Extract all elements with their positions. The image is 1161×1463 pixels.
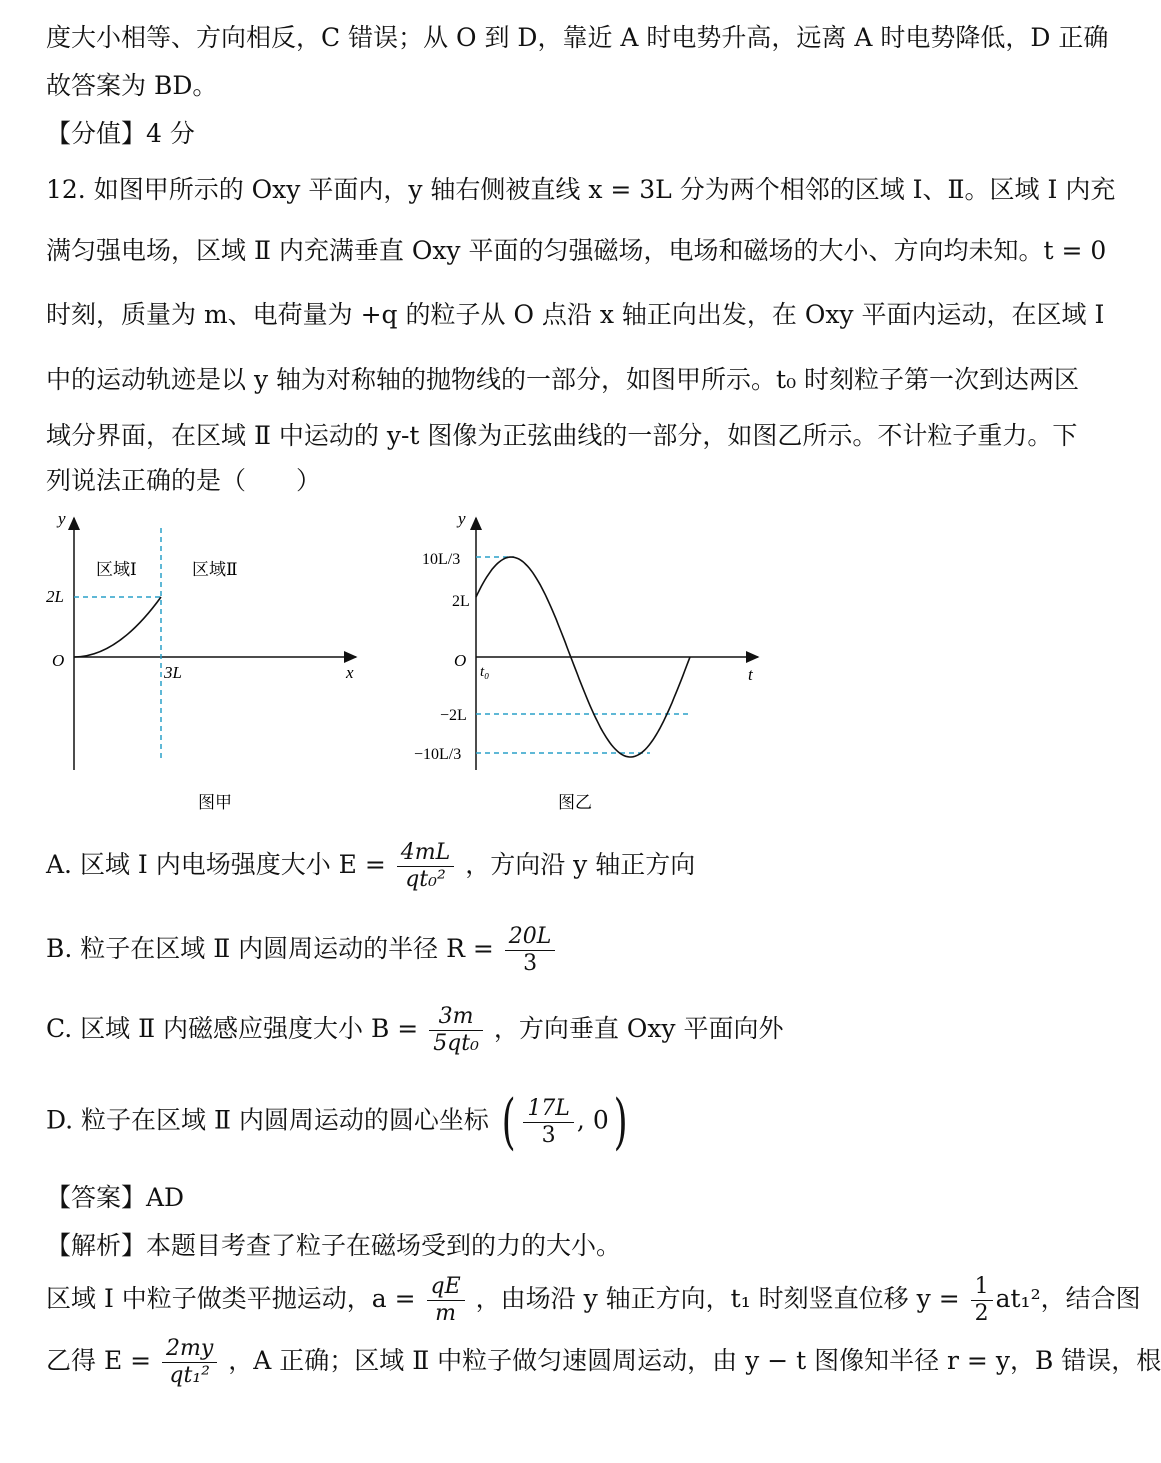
- t-label: t: [748, 665, 753, 684]
- ytick-2L: 2L: [452, 593, 470, 610]
- x-label: x: [346, 663, 354, 682]
- option-b: [46, 924, 558, 977]
- option-c-tail: ，方向垂直 Oxy 平面向外: [493, 1014, 784, 1043]
- text-line: 度大小相等、方向相反，C 错误；从 O 到 D，靠近 A 时电势升高，远离 A 时电势降低，D 正确: [46, 23, 1109, 52]
- fraction: $\frac{17L}{3}$: [523, 1096, 574, 1149]
- option-a-text: A. 区域 Ⅰ 内电场强度大小 E =: [46, 850, 386, 879]
- parabola-trajectory: [74, 597, 161, 657]
- option-b-text: B. 粒子在区域 Ⅱ 内圆周运动的半径 R =: [46, 934, 494, 963]
- text-line: 故答案为 BD。: [46, 71, 218, 100]
- y-label: y: [58, 509, 66, 528]
- fraction: $\frac{1}{2}$: [971, 1274, 993, 1327]
- ytick-bottom: −10L/3: [414, 746, 462, 763]
- figure-yi: [400, 500, 780, 820]
- region2-label: 区域Ⅱ: [192, 560, 238, 579]
- option-d: D. 粒子在区域 Ⅱ 内圆周运动的圆心坐标 ( $\frac{17L}{3}$ , 0): [46, 1087, 628, 1157]
- fraction: $\frac{qE}{m}$: [427, 1274, 465, 1327]
- fraction: $\frac{2my}{\text{qt₁²}}$: [162, 1336, 217, 1389]
- caption-yi: 图乙: [558, 793, 592, 812]
- analysis-title: 【解析】本题目考查了粒子在磁场受到的力的大小。: [46, 1231, 622, 1260]
- question-line: 12. 如图甲所示的 Oxy 平面内，y 轴右侧被直线 x = 3L 分为两个相邻的区域 Ⅰ、Ⅱ。区域 Ⅰ 内充: [46, 175, 1116, 204]
- score-label: 【分值】4 分: [46, 119, 195, 148]
- ytick-2L: 2L: [46, 587, 64, 606]
- question-line: 满匀强电场，区域 Ⅱ 内充满垂直 Oxy 平面的匀强磁场，电场和磁场的大小、方向均未知。t = 0: [46, 236, 1107, 265]
- y-label: y: [458, 509, 466, 528]
- ytick-m2L: −2L: [440, 707, 467, 724]
- fraction: $\frac{4mL}{\text{qt₀²}}$: [397, 840, 454, 893]
- t0-label: t₀: [480, 664, 490, 680]
- question-line: 域分界面，在区域 Ⅱ 中运动的 y-t 图像为正弦曲线的一部分，如图乙所示。不计粒子重力。下: [46, 421, 1078, 450]
- question-line: 列说法正确的是（ ）: [46, 466, 322, 495]
- option-a: [46, 840, 695, 893]
- option-c: [46, 1004, 784, 1057]
- region1-label: 区域Ⅰ: [96, 560, 137, 579]
- option-a-tail: ，方向沿 y 轴正方向: [465, 850, 696, 879]
- caption-jia: 图甲: [198, 793, 232, 812]
- option-c-text: C. 区域 Ⅱ 内磁感应强度大小 B =: [46, 1014, 419, 1043]
- answer-label: 【答案】AD: [46, 1183, 185, 1212]
- question-line: 中的运动轨迹是以 y 轴为对称轴的抛物线的一部分，如图甲所示。t₀ 时刻粒子第一次到达两区: [46, 365, 1080, 394]
- question-line: 时刻，质量为 m、电荷量为 +q 的粒子从 O 点沿 x 轴正向出发，在 Oxy 平面内运动，在区域 Ⅰ: [46, 300, 1105, 329]
- fraction: $\frac{3m}{\text{5qt₀}}$: [429, 1004, 483, 1057]
- origin-label: O: [454, 651, 467, 670]
- option-d-text: D. 粒子在区域 Ⅱ 内圆周运动的圆心坐标: [46, 1105, 489, 1135]
- analysis-line: 区域 Ⅰ 中粒子做类平抛运动，a = $\frac{qE}{m}$ ，由场沿 y 轴正方向，t₁ 时刻竖直位移 y = $\frac{1}{2}$ at₁²，结合图: [46, 1274, 1141, 1326]
- fraction: $\frac{20L}{3}$: [505, 924, 556, 977]
- xtick-3L: 3L: [164, 663, 182, 682]
- option-d-tail: , 0: [576, 1105, 609, 1135]
- origin-label: O: [52, 651, 65, 670]
- analysis-line: 乙得 E = $\frac{2my}{\text{qt₁²}}$ ，A 正确；区域 Ⅱ 中粒子做匀速圆周运动，由 y − t 图像知半径 r = y，B 错误，根: [46, 1336, 1161, 1388]
- figure-jia: [0, 500, 400, 820]
- ytick-top: 10L/3: [422, 551, 461, 568]
